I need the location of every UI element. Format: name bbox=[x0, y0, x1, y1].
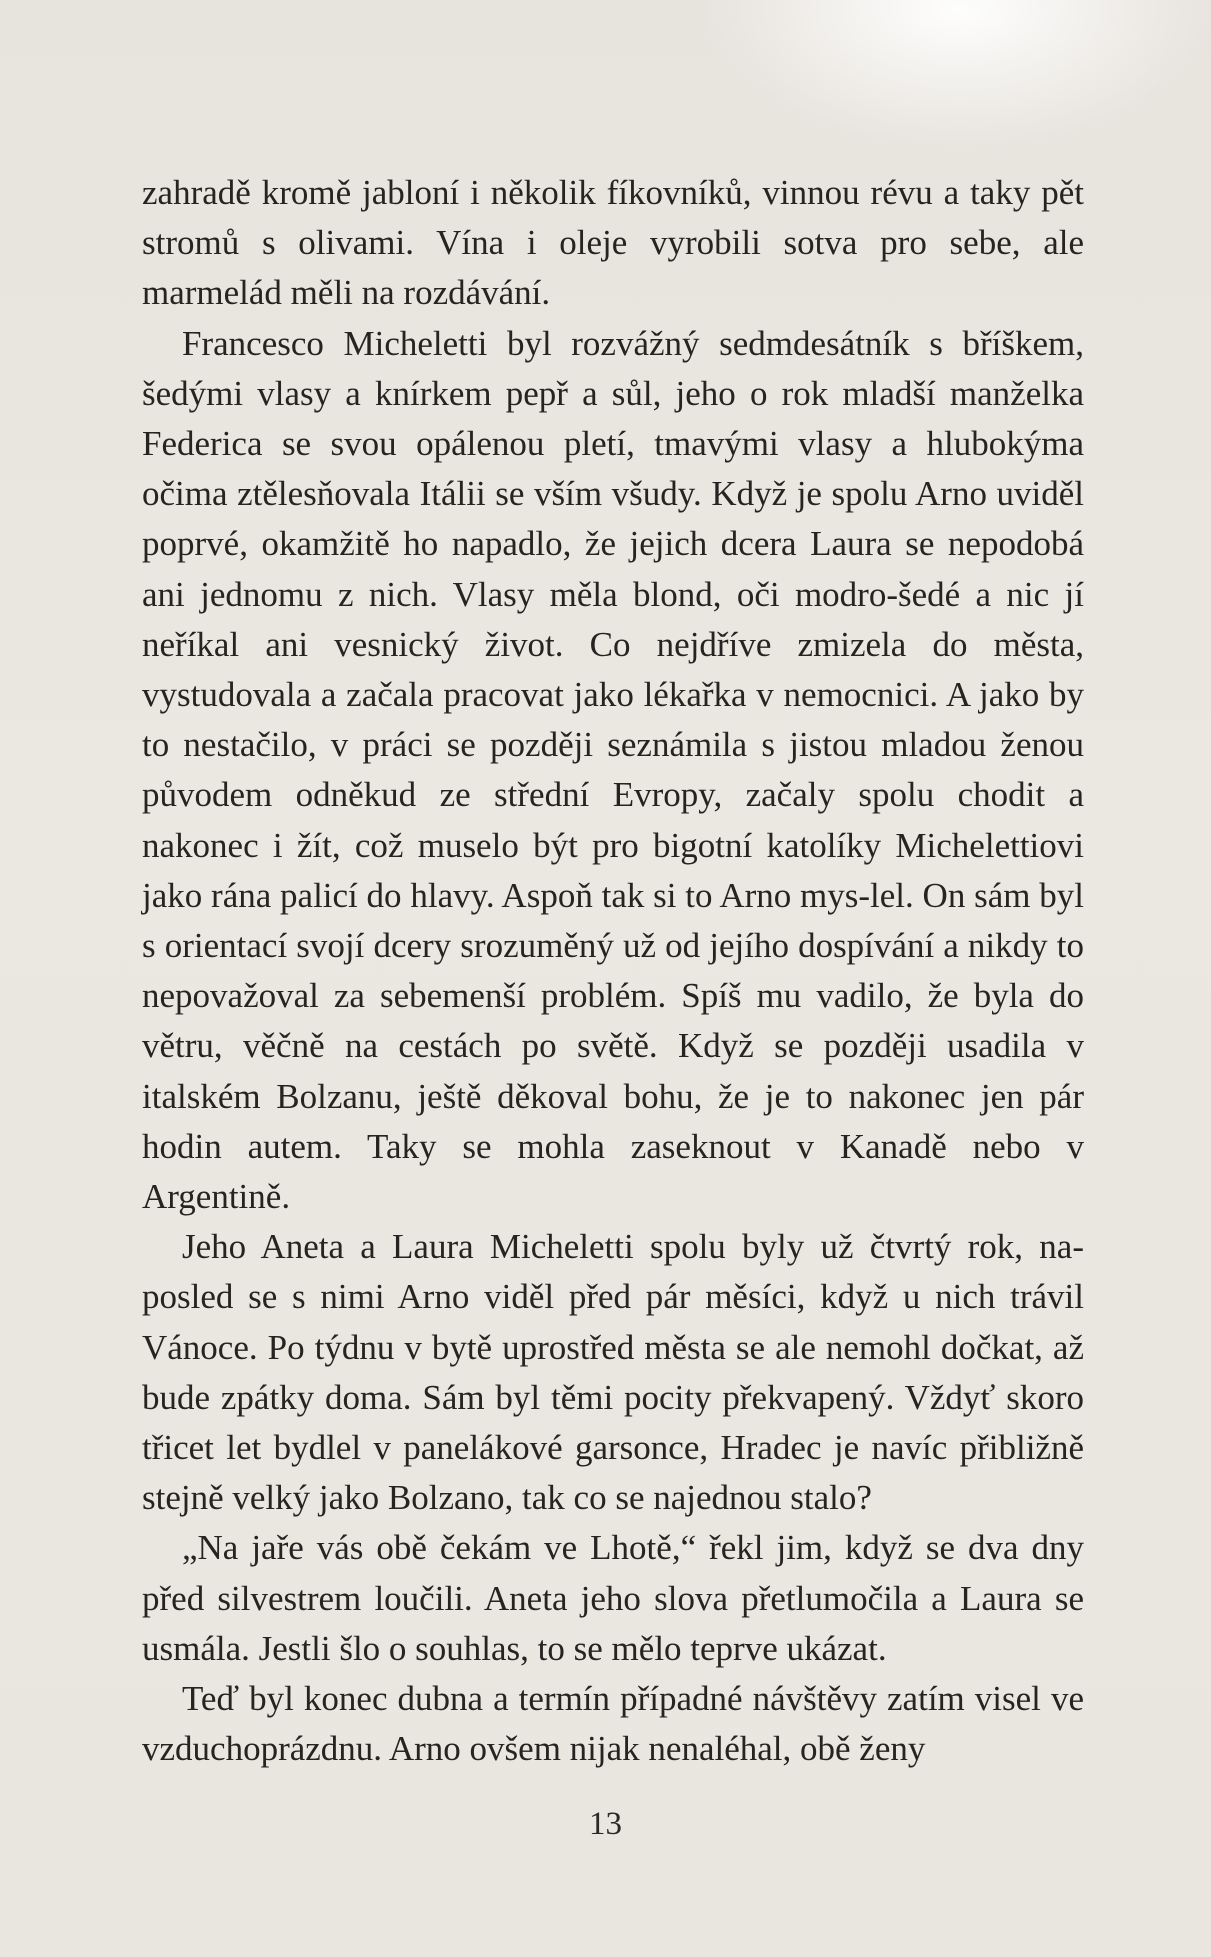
paragraph-5: Teď byl konec dubna a termín případné návštěvy zatím visel ve vzduchoprázdnu. Arno ovšem nijak nenaléhal, obě ženy bbox=[142, 1679, 1084, 1769]
page-number: 13 bbox=[589, 1806, 622, 1842]
paragraph-1: zahradě kromě jabloní i několik fíkovníků, vinnou révu a taky pět stromů s olivami. Vína i oleje vyrobili sotva pro sebe, ale marmelád měli na rozdávání. bbox=[142, 173, 1084, 313]
paragraph-4: „Na jaře vás obě čekám ve Lhotě,“ řekl jim, když se dva dny před silvestrem loučili. Aneta jeho slova přetlumočila a Laura se usmála. Jestli šlo o souhlas, to se mělo teprve ukázat. bbox=[142, 1528, 1084, 1668]
paragraph-3: Jeho Aneta a Laura Micheletti spolu byly už čtvrtý rok, na-posled se s nimi Arno viděl před pár měsíci, když u nich trávil Vánoce. Po týdnu v bytě uprostřed města se ale nemohl dočkat, až bude zpátky doma. Sám byl těmi pocity překvapený. Vždyť skoro třicet let bydlel v panelákové garsonce, Hradec je navíc přibližně stejně velký jako Bolzano, tak co se najednou stalo? bbox=[142, 1227, 1084, 1518]
paragraph-2: Francesco Micheletti byl rozvážný sedmdesátník s bříškem, šedými vlasy a knírkem pepř a sůl, jeho o rok mladší manželka Federica se svou opálenou pletí, tmavými vlasy a hlubokýma očima ztělesňovala Itálii se vším všudy. Když je spolu Arno uviděl poprvé, okamžitě ho napadlo, že jejich dcera Laura se nepodobá ani jednomu z nich. Vlasy měla blond, oči modro-šedé a nic jí neříkal ani vesnický život. Co nejdříve zmizela do města, vystudovala a začala pracovat jako lékařka v nemocnici. A jako by to nestačilo, v práci se později seznámila s jistou mladou ženou původem odněkud ze střední Evropy, začaly spolu chodit a nakonec i žít, což muselo být pro bigotní katolíky Michelettiovi jako rána palicí do hlavy. Aspoň tak si to Arno mys-lel. On sám byl s orientací svojí dcery srozuměný už od jejího dospívání a nikdy to nepovažoval za sebemenší problém. Spíš mu vadilo, že byla do větru, věčně na cestách po světě. Když se později usadila v italském Bolzanu, ještě děkoval bohu, že je to nakonec jen pár hodin autem. Taky se mohla zaseknout v Kanadě nebo v Argentině. bbox=[142, 323, 1084, 1217]
body-text bbox=[142, 168, 1084, 1775]
